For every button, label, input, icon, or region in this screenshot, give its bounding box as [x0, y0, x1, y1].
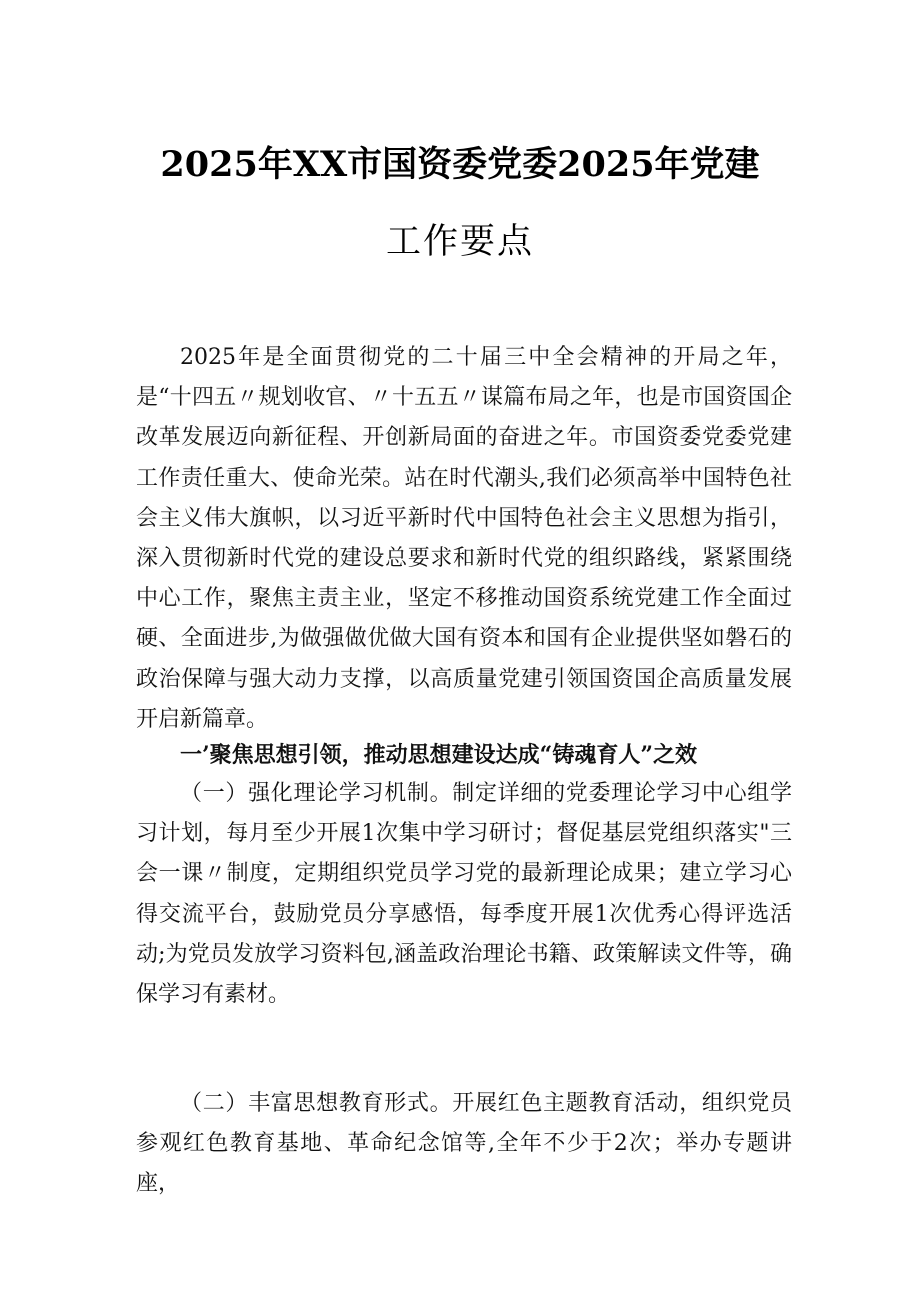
document-title-line-2: 工作要点 [385, 222, 534, 262]
document-title-line-1: 2025年XX市国资委党委2025年党建 [160, 144, 760, 185]
intro-paragraph: 2025年是全面贯彻党的二十届三中全会精神的开局之年，是“十四五〃规划收官、〃十五五〃谋篇布局之年，也是市国资国企改革发展迈向新征程、开创新局面的奋进之年。市国资委党委党建工作责任重大、使命光荣。站在时代潮头,我们必须高举中国特色社会主义伟大旗帜，以习近平新时代中国特色社会主义思想为指引，深入贯彻新时代党的建设总要求和新时代党的组织路线，紧紧围绕中心工作，聚焦主责主业，坚定不移推动国资系统党建工作全面过硬、全面进步,为做强做优做大国有资本和国有企业提供坚如磐石的政治保障与强大动力支撑，以高质量党建引领国资国企高质量发展开启新篇章。 [136, 345, 792, 732]
section-1-item-1: （一）强化理论学习机制。制定详细的党委理论学习中心组学习计划，每月至少开展1次集中学习研讨；督促基层党组织落实"三会一课〃制度，定期组织党员学习党的最新理论成果；建立学习心得交流平台，鼓励党员分享感悟，每季度开展1次优秀心得评选活动;为党员发放学习资料包,涵盖政治理论书籍、政策解读文件等，确保学习有素材。 [136, 781, 792, 1008]
section-1-item-2: （二）丰富思想教育形式。开展红色主题教育活动，组织党员参观红色教育基地、革命纪念馆等,全年不少于2次；举办专题讲座， [136, 1091, 792, 1197]
section-1-heading: 一’聚焦思想引领，推动思想建设达成“铸魂育人”之效 [180, 742, 697, 768]
